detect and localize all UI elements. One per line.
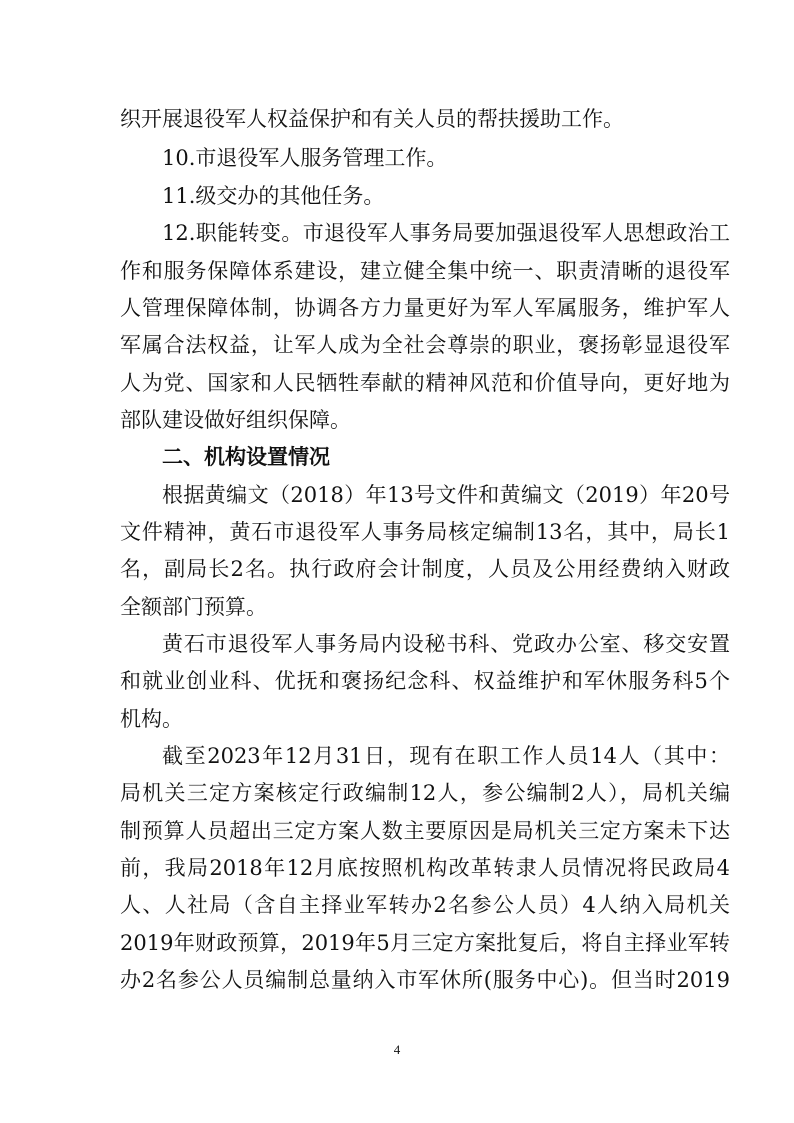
list-item-11: 11.级交办的其他任务。: [162, 184, 385, 208]
paragraph-line: 黄石市退役军人事务局内设秘书科、党政办公室、移交安置: [162, 632, 730, 656]
paragraph-line: 局机关三定方案核定行政编制12人，参公编制2人），局机关编: [120, 781, 730, 805]
paragraph-line: 根据黄编文（2018）年13号文件和黄编文（2019）年20号: [162, 483, 730, 507]
section-heading: 二、机构设置情况: [162, 445, 330, 469]
paragraph-line: 军属合法权益，让军人成为全社会尊崇的职业，褒扬彰显退役军: [120, 333, 730, 357]
paragraph-line: 全额部门预算。: [120, 595, 267, 619]
paragraph-line: 部队建设做好组织保障。: [120, 408, 351, 432]
paragraph-line: 织开展退役军人权益保护和有关人员的帮扶援助工作。: [120, 107, 624, 131]
paragraph-line: 作和服务保障体系建设，建立健全集中统一、职责清晰的退役军: [120, 259, 730, 283]
paragraph-line: 人、人社局（含自主择业军转办2名参公人员）4人纳入局机关: [120, 893, 730, 917]
list-item-10: 10.市退役军人服务管理工作。: [162, 146, 448, 170]
paragraph-line: 机构。: [120, 707, 183, 731]
paragraph-line: 人为党、国家和人民牺牲奉献的精神风范和价值导向，更好地为: [120, 371, 730, 395]
paragraph-line: 2019年财政预算，2019年5月三定方案批复后，将自主择业军转: [120, 931, 730, 955]
paragraph-line: 制预算人员超出三定方案人数主要原因是局机关三定方案未下达: [120, 819, 730, 843]
paragraph-line: 人管理保障体制，协调各方力量更好为军人军属服务，维护军人: [120, 296, 730, 320]
paragraph-line: 和就业创业科、优抚和褒扬纪念科、权益维护和军休服务科5个: [120, 669, 730, 693]
paragraph-line: 名，副局长2名。执行政府会计制度，人员及公用经费纳入财政: [120, 557, 730, 581]
paragraph-line: 文件精神，黄石市退役军人事务局核定编制13名，其中，局长1: [120, 520, 730, 544]
paragraph-line: 办2名参公人员编制总量纳入市军休所(服务中心)。但当时2019: [120, 968, 730, 992]
page-number: 4: [393, 1042, 401, 1057]
paragraph-line: 截至2023年12月31日，现有在职工作人员14人（其中：: [162, 744, 730, 768]
paragraph-line: 12.职能转变。市退役军人事务局要加强退役军人思想政治工: [162, 221, 730, 245]
paragraph-line: 前，我局2018年12月底按照机构改革转隶人员情况将民政局4: [120, 856, 730, 880]
